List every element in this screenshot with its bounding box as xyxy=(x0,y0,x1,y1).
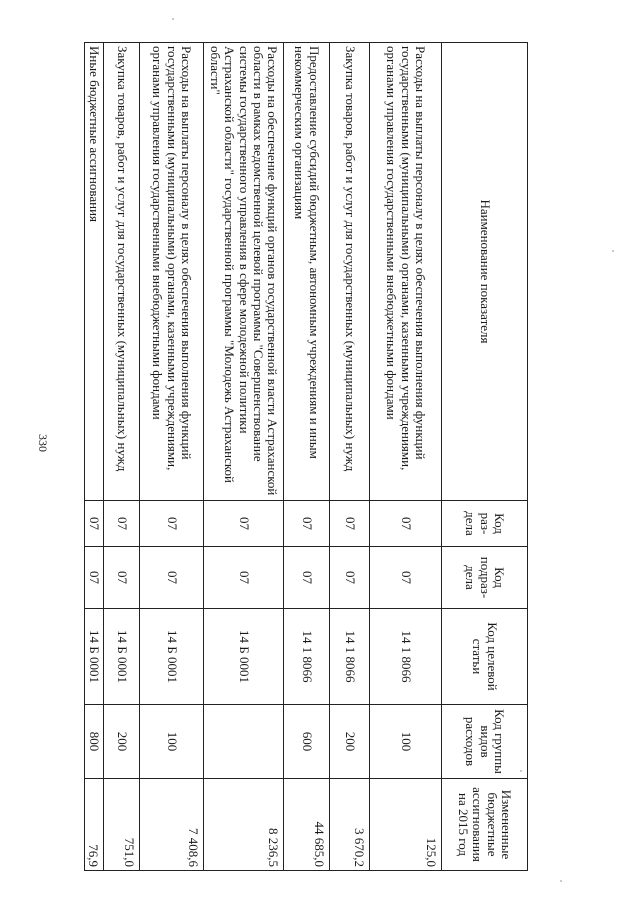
row-razdel: 07 xyxy=(284,501,330,547)
row-razdel: 07 xyxy=(140,501,204,547)
table-row xyxy=(284,43,330,871)
row-podrazdel: 07 xyxy=(140,547,204,609)
scan-speck xyxy=(560,880,562,882)
row-vid: 200 xyxy=(330,705,370,779)
row-amount: 125,0 xyxy=(370,779,442,871)
row-tselevaya-statya: 14 1 8066 xyxy=(370,609,442,705)
row-podrazdel: 07 xyxy=(84,547,103,609)
row-name: Иные бюджетные ассигнования xyxy=(84,43,103,501)
row-name: Расходы на выплаты персоналу в целях обеспечения выполнения функций государственными (муниципальными) органами, казенными учреждениями, органами управления государственными внебюджетными фондами xyxy=(140,43,204,501)
row-amount: 76,9 xyxy=(84,779,103,871)
table-row xyxy=(204,43,284,871)
table-row xyxy=(104,43,140,871)
header-name: Наименование показателя xyxy=(442,43,528,501)
row-name: Закупка товаров, работ и услуг для государственных (муниципальных) нужд xyxy=(330,43,370,501)
row-razdel: 07 xyxy=(204,501,284,547)
row-razdel: 07 xyxy=(370,501,442,547)
row-name: Закупка товаров, работ и услуг для государственных (муниципальных) нужд xyxy=(104,43,140,501)
header-podrazdel: Код подраз- дела xyxy=(442,547,528,609)
table-header-row xyxy=(442,43,528,871)
row-tselevaya-statya: 14 Б 0001 xyxy=(84,609,103,705)
table-row xyxy=(330,43,370,871)
row-name: Предоставление субсидий бюджетным, автономным учреждениям и иным некоммерческим организациям xyxy=(284,43,330,501)
scan-speck xyxy=(612,250,614,252)
row-tselevaya-statya: 14 1 8066 xyxy=(284,609,330,705)
row-podrazdel: 07 xyxy=(284,547,330,609)
row-tselevaya-statya: 14 Б 0001 xyxy=(140,609,204,705)
page-number: 330 xyxy=(36,434,50,452)
row-razdel: 07 xyxy=(84,501,103,547)
row-vid: 600 xyxy=(284,705,330,779)
row-razdel: 07 xyxy=(104,501,140,547)
row-vid: 100 xyxy=(140,705,204,779)
row-podrazdel: 07 xyxy=(204,547,284,609)
table-row xyxy=(140,43,204,871)
row-amount: 751,0 xyxy=(104,779,140,871)
budget-table xyxy=(84,42,528,871)
rotated-page-content xyxy=(88,42,528,870)
row-razdel: 07 xyxy=(330,501,370,547)
row-name: Расходы на обеспечение функций органов государственной власти Астраханской области в рамках ведомственной целевой программы "Совершенствование системы государственного управления в сфере молодежной политики Астраханской области" государственной программы "Молодежь Астраханской области" xyxy=(204,43,284,501)
row-name: Расходы на выплаты персоналу в целях обеспечения выполнения функций государственными (муниципальными) органами, казенными учреждениями, органами управления государственными внебюджетными фондами xyxy=(370,43,442,501)
row-tselevaya-statya: 14 Б 0001 xyxy=(204,609,284,705)
scan-speck xyxy=(520,770,522,772)
row-vid xyxy=(204,705,284,779)
row-vid: 200 xyxy=(104,705,140,779)
row-tselevaya-statya: 14 Б 0001 xyxy=(104,609,140,705)
row-amount: 3 670,2 xyxy=(330,779,370,871)
scan-speck xyxy=(172,18,174,20)
row-tselevaya-statya: 14 1 8066 xyxy=(330,609,370,705)
header-tselevaya-statya: Код целевой статьи xyxy=(442,609,528,705)
row-podrazdel: 07 xyxy=(330,547,370,609)
header-amount: Измененные бюджетные ассигнования на 2015 год xyxy=(442,779,528,871)
row-amount: 44 685,0 xyxy=(284,779,330,871)
header-gruppa-vidov-raskhodov: Код группы видов расходов xyxy=(442,705,528,779)
row-podrazdel: 07 xyxy=(104,547,140,609)
row-amount: 7 408,6 xyxy=(140,779,204,871)
table-row xyxy=(84,43,103,871)
row-vid: 800 xyxy=(84,705,103,779)
table-row xyxy=(370,43,442,871)
row-vid: 100 xyxy=(370,705,442,779)
row-podrazdel: 07 xyxy=(370,547,442,609)
header-razdel: Код раз- дела xyxy=(442,501,528,547)
row-amount: 8 236,5 xyxy=(204,779,284,871)
